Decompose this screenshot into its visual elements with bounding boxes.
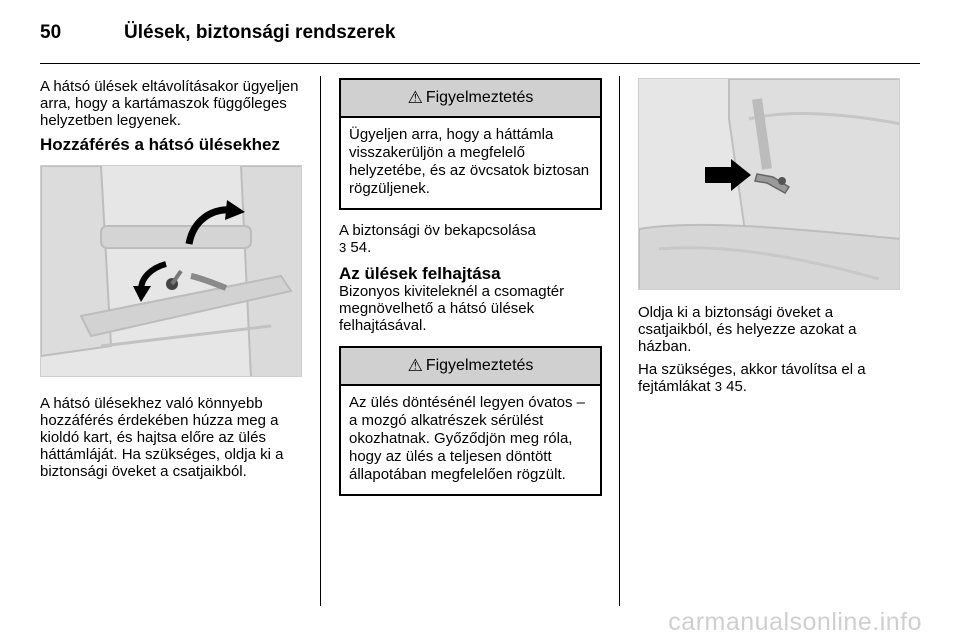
column-3: [638, 78, 903, 401]
intro-paragraph: A hátsó ülések eltávolításakor ügyeljen arra, hogy a kartámaszok függőleges helyzetben legyenek.: [40, 78, 299, 129]
headrest-paragraph: [638, 361, 903, 395]
seat-release-illustration: [40, 165, 302, 377]
headrest-text: Ha szükséges, akkor távolítsa el a fejtámlákat: [638, 361, 866, 395]
column-divider-1: [320, 76, 321, 606]
fold-paragraph: Bizonyos kiviteleknél a csomagtér megnövelhető a hátsó ülések felhajtásával.: [339, 283, 565, 334]
page-reference: 54.: [350, 239, 372, 256]
seat-belt-illustration: [638, 78, 900, 290]
column-1: [40, 78, 305, 486]
warning-header: [341, 80, 600, 118]
warning-text: Az ülés döntésénél legyen óvatos – a mozgó alkatrészek sérülést okozhatnak. Győződjön meg róla, hogy az ülés a teljesen döntött állapotában megfelelően rögzült.: [349, 394, 585, 483]
warning-box-2: [339, 346, 602, 496]
chapter-title: Ülések, biztonsági rendszerek: [124, 22, 396, 43]
page-reference: 45.: [726, 378, 747, 395]
page-number: 50: [40, 22, 62, 43]
column-2: [339, 78, 602, 508]
warning-triangle-icon: ⚠: [407, 356, 423, 375]
page-reference-arrow-icon: 3: [714, 379, 722, 394]
page-reference-arrow-icon: 3: [339, 240, 347, 255]
warning-triangle-icon: ⚠: [407, 88, 423, 107]
watermark: carmanualsonline.info: [668, 608, 922, 636]
section-heading: Hozzáférés a hátsó ülésekhez: [40, 135, 280, 154]
belt-reference-text: A biztonsági öv bekapcsolása: [339, 222, 536, 239]
subsection-heading: Az ülések felhajtása: [339, 264, 501, 283]
column-divider-2: [619, 76, 620, 606]
belt-reference-paragraph: [339, 222, 602, 256]
warning-header: [341, 348, 600, 386]
warning-box-1: [339, 78, 602, 210]
warning-text: Ügyeljen arra, hogy a háttámla visszakerüljön a megfelelő helyzetébe, és az övcsatok biztosan rögzüljenek.: [349, 126, 590, 197]
page-header: [40, 18, 920, 64]
caption-paragraph: A hátsó ülésekhez való könnyebb hozzáférés érdekében húzza meg a kioldó kart, és hajtsa előre az ülés háttámláját. Ha szükséges, oldja ki a biztonsági öveket a csatjaikból.: [40, 395, 284, 480]
warning-title: Figyelmeztetés: [425, 357, 534, 374]
belt-release-paragraph: Oldja ki a biztonsági öveket a csatjaikból, és helyezze azokat a házban.: [638, 304, 857, 355]
warning-title: Figyelmeztetés: [425, 89, 534, 106]
